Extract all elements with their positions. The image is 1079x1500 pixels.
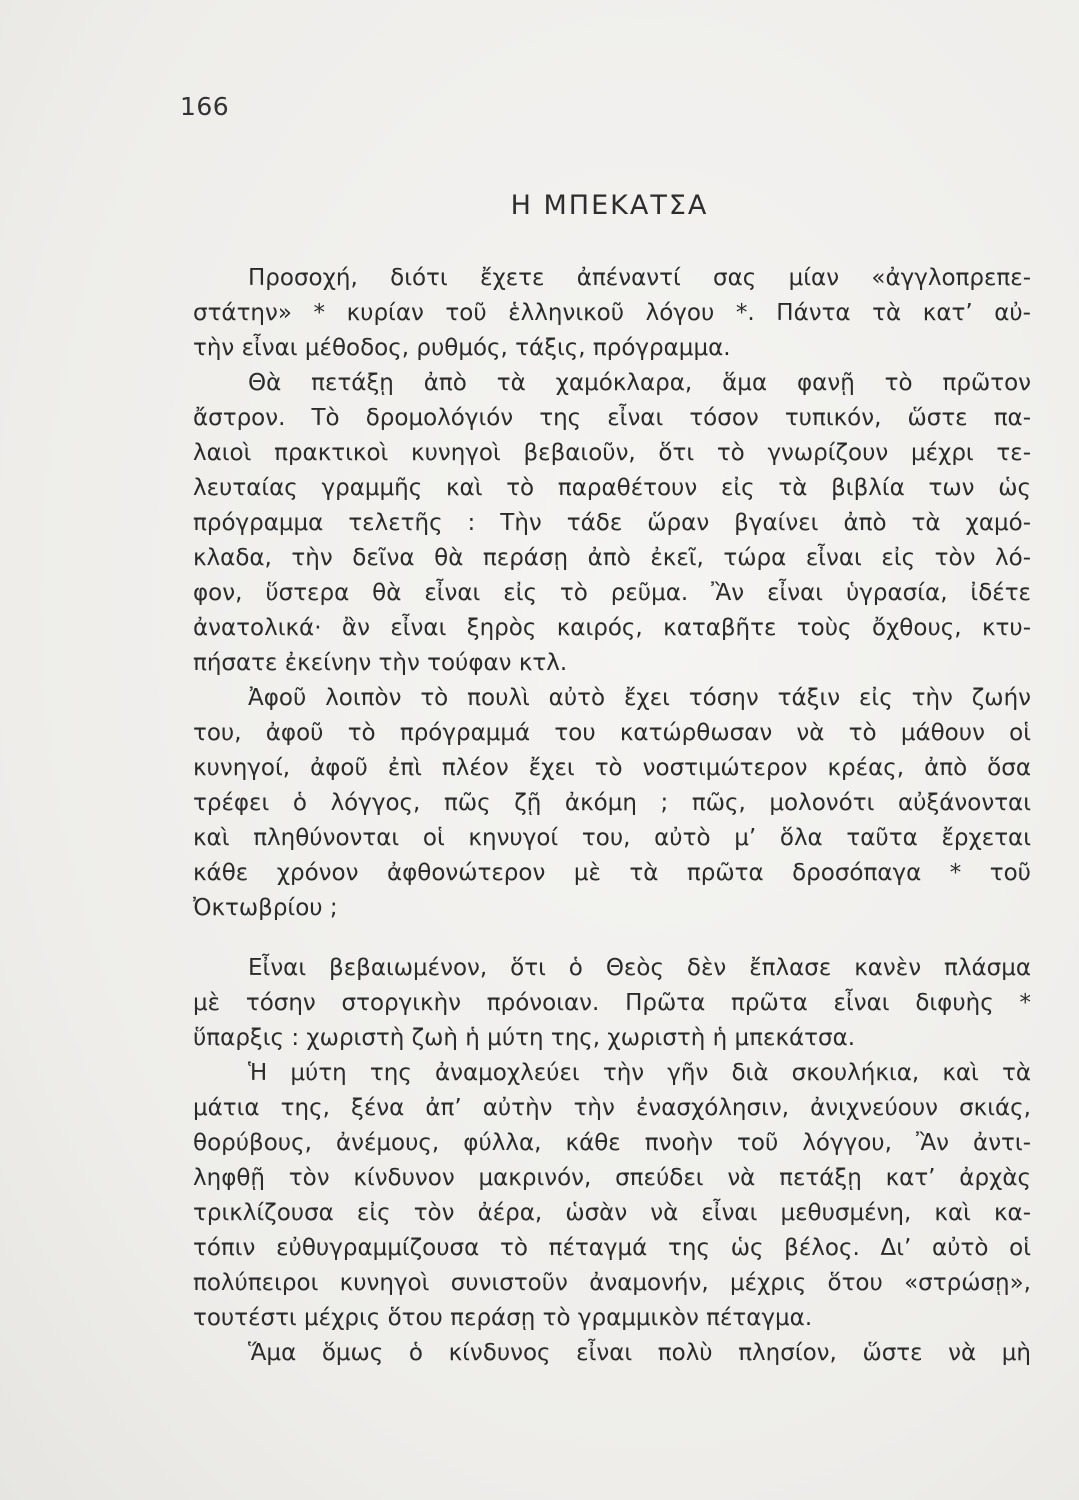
text-line: ληφθῇ τὸν κίνδυνον μακρινόν, σπεύδει νὰ πετάξῃ κατ’ ἀρχὰς <box>193 1165 1031 1191</box>
text-line: πολύπειροι κυνηγοὶ συνιστοῦν ἀναμονήν, μέχρις ὅτου «στρώσῃ», <box>193 1270 1031 1296</box>
text-line: φον, ὕστερα θὰ εἶναι εἰς τὸ ρεῦμα. Ἂν εἶναι ὑγρασία, ἰδέτε <box>193 580 1031 606</box>
text-line: λευταίας γραμμῆς καὶ τὸ παραθέτουν εἰς τὰ βιβλία των ὡς <box>193 475 1031 501</box>
chapter-title: Η ΜΠΕΚΑΤΣΑ <box>510 190 709 221</box>
text-line: τόπιν εὐθυγραμμίζουσα τὸ πέταγμά της ὡς βέλος. Διʼ αὐτὸ οἱ <box>193 1235 1031 1261</box>
text-line: τρικλίζουσα εἰς τὸν ἀέρα, ὡσὰν νὰ εἶναι μεθυσμένη, καὶ κα- <box>193 1200 1031 1226</box>
text-line: λαιοὶ πρακτικοὶ κυνηγοὶ βεβαιοῦν, ὅτι τὸ γνωρίζουν μέχρι τε- <box>193 440 1031 466</box>
text-line: θορύβους, ἀνέμους, φύλλα, κάθε πνοὴν τοῦ λόγγου, Ἂν ἀντι- <box>193 1130 1031 1156</box>
text-line: Θὰ πετάξῃ ἀπὸ τὰ χαμόκλαρα, ἅμα φανῇ τὸ πρῶτον <box>248 370 1031 396</box>
text-line: στάτην» * κυρίαν τοῦ ἑλληνικοῦ λόγου *. Πάντα τὰ κατ’ αὐ- <box>193 300 1031 326</box>
text-line: ὕπαρξις : χωριστὴ ζωὴ ἡ μύτη της, χωριστὴ ἡ μπεκάτσα. <box>193 1025 856 1051</box>
text-line: κλαδα, τὴν δεῖνα θὰ περάσῃ ἀπὸ ἐκεῖ, τώρα εἶναι εἰς τὸν λό- <box>193 545 1031 571</box>
text-line: πήσατε ἐκείνην τὴν τούφαν κτλ. <box>193 650 568 676</box>
text-line: τρέφει ὁ λόγγος, πῶς ζῇ ἀκόμη ; πῶς, μολονότι αὐξάνονται <box>193 790 1031 816</box>
text-line: Εἶναι βεβαιωμένον, ὅτι ὁ Θεὸς δὲν ἔπλασε κανὲν πλάσμα <box>248 955 1031 981</box>
text-line: Ἅμα ὅμως ὁ κίνδυνος εἶναι πολὺ πλησίον, ὥστε νὰ μὴ <box>248 1340 1031 1366</box>
text-line: Προσοχή, διότι ἔχετε ἀπέναντί σας μίαν «ἀγγλοπρεπε- <box>248 265 1031 291</box>
text-line: ἄστρον. Τὸ δρομολόγιόν της εἶναι τόσον τυπικόν, ὥστε πα- <box>193 405 1031 431</box>
text-line: Ἡ μύτη της ἀναμοχλεύει τὴν γῆν διὰ σκουλήκια, καὶ τὰ <box>248 1060 1031 1086</box>
text-line: Ὀκτωβρίου ; <box>193 895 338 921</box>
text-line: ἀνατολικά· ἂν εἶναι ξηρὸς καιρός, καταβῆτε τοὺς ὄχθους, κτυ- <box>193 615 1031 641</box>
text-line: κυνηγοί, ἀφοῦ ἐπὶ πλέον ἔχει τὸ νοστιμώτερον κρέας, ἀπὸ ὅσα <box>193 755 1031 781</box>
text-line: μὲ τόσην στοργικὴν πρόνοιαν. Πρῶτα πρῶτα εἶναι διφυὴς * <box>193 990 1031 1016</box>
text-line: τουτέστι μέχρις ὅτου περάσῃ τὸ γραμμικὸν πέταγμα. <box>193 1305 813 1331</box>
text-line: του, ἀφοῦ τὸ πρόγραμμά του κατώρθωσαν νὰ τὸ μάθουν οἱ <box>193 720 1031 746</box>
text-line: πρόγραμμα τελετῆς : Τὴν τάδε ὥραν βγαίνει ἀπὸ τὰ χαμό- <box>193 510 1031 536</box>
text-line: κάθε χρόνον ἀφθονώτερον μὲ τὰ πρῶτα δροσόπαγα * τοῦ <box>193 860 1031 886</box>
page-number: 166 <box>180 92 230 121</box>
text-line: Ἀφοῦ λοιπὸν τὸ πουλὶ αὐτὸ ἔχει τόσην τάξιν εἰς τὴν ζωήν <box>248 685 1031 711</box>
text-line: καὶ πληθύνονται οἱ κηνυγοί του, αὐτὸ μ’ ὅλα ταῦτα ἔρχεται <box>193 825 1031 851</box>
text-line: τὴν εἶναι μέθοδος, ρυθμός, τάξις, πρόγραμμα. <box>193 335 731 361</box>
text-line: μάτια της, ξένα ἀπ’ αὐτὴν τὴν ἐνασχόλησιν, ἀνιχνεύουν σκιάς, <box>193 1095 1031 1121</box>
